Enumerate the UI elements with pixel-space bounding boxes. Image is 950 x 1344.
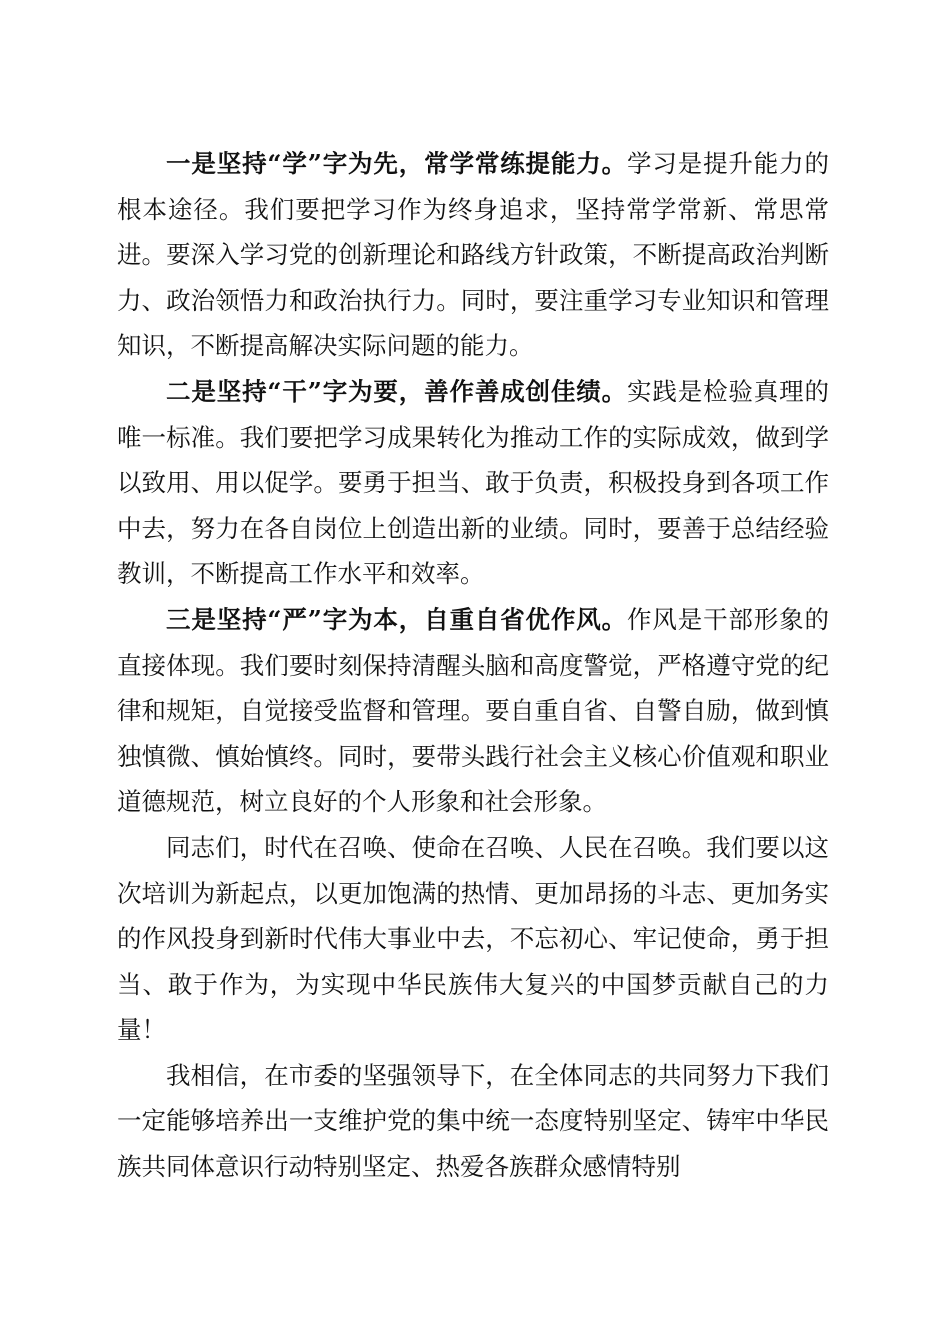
paragraph-discipline-heading: 三是坚持“严”字为本，自重自省优作风。 (166, 604, 627, 634)
paragraph-discipline-text: 作风是干部形象的直接体现。我们要时刻保持清醒头脑和高度警觉，严格遵守党的纪律和规矩，自觉接受监督和管理。要自重自省、自警自励，做到慎独慎微、慎始慎终。同时，要带头践行社会主义核心价值观和职业道德规范，树立良好的个人形象和社会形象。 (117, 604, 830, 817)
paragraph-work-text: 实践是检验真理的唯一标准。我们要把学习成果转化为推动工作的实际成效，做到学以致用、用以促学。要勇于担当、敢于负责，积极投身到各项工作中去，努力在各自岗位上创造出新的业绩。同时，要善于总结经验教训，不断提高工作水平和效率。 (117, 376, 830, 589)
paragraph-call-to-action-text: 同志们，时代在召唤、使命在召唤、人民在召唤。我们要以这次培训为新起点，以更加饱满的热情、更加昂扬的斗志、更加务实的作风投身到新时代伟大事业中去，不忘初心、牢记使命，勇于担当、敢于作为，为实现中华民族伟大复兴的中国梦贡献自己的力量！ (117, 832, 829, 1045)
paragraph-study (117, 141, 829, 369)
paragraph-study-heading: 一是坚持“学”字为先，常学常练提能力。 (166, 149, 627, 178)
paragraph-closing-text: 我相信，在市委的坚强领导下，在全体同志的共同努力下我们一定能够培养出一支维护党的集中统一态度特别坚定、铸牢中华民族共同体意识行动特别坚定、热爱各族群众感情特别 (117, 1060, 829, 1182)
paragraph-work-heading: 二是坚持“干”字为要，善作善成创佳绩。 (166, 376, 627, 406)
document-body (117, 141, 829, 1190)
paragraph-work (117, 369, 829, 597)
paragraph-study-text: 学习是提升能力的根本途径。我们要把学习作为终身追求，坚持常学常新、常思常进。要深入学习党的创新理论和路线方针政策，不断提高政治判断力、政治领悟力和政治执行力。同时，要注重学习专业知识和管理知识，不断提高解决实际问题的能力。 (117, 149, 830, 361)
paragraph-discipline (117, 597, 829, 825)
paragraph-call-to-action (117, 825, 829, 1053)
paragraph-closing (117, 1053, 829, 1190)
